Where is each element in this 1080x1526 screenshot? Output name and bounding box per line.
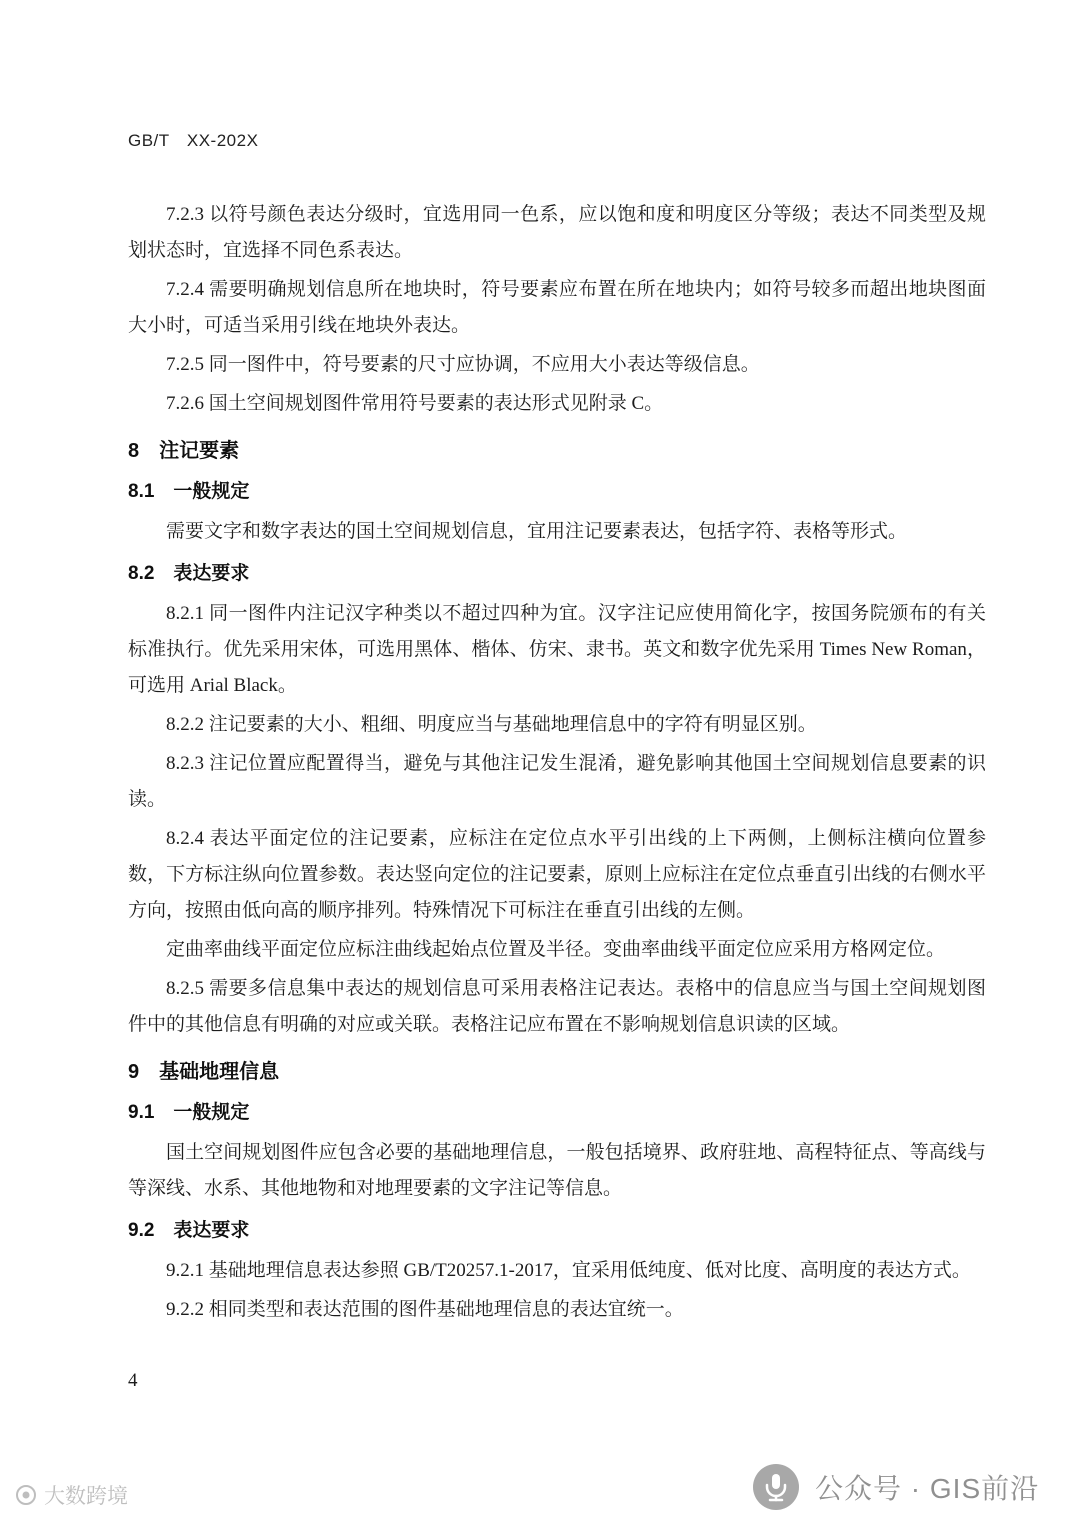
clause-8-2-2: 8.2.2 注记要素的大小、粗细、明度应当与基础地理信息中的字符有明显区别。 [166,714,817,735]
section-8-2-heading: 8.2 表达要求 [128,563,250,584]
watermark-text: 大数跨境 [44,1485,128,1508]
clause-8-2-5: 8.2.5 需要多信息集中表达的规划信息可采用表格注记表达。表格中的信息应当与国土空间规划图件中的其他信息有明确的对应或关联。表格注记应布置在不影响规划信息识读的区域。 [128,978,986,1035]
watermark [14,1480,128,1510]
clause-7-2-4: 7.2.4 需要明确规划信息所在地块时，符号要素应布置在所在地块内；如符号较多而超出地块图面大小时，可适当采用引线在地块外表达。 [128,279,986,336]
clause-9-2-1: 9.2.1 基础地理信息表达参照 GB/T20257.1-2017，宜采用低纯度、低对比度、高明度的表达方式。 [166,1260,971,1281]
standard-code: GB/T XX-202X [128,131,259,150]
watermark-logo-icon [14,1483,38,1507]
clause-9-2-2: 9.2.2 相同类型和表达范围的图件基础地理信息的表达宜统一。 [166,1299,684,1320]
clause-8-1-text: 需要文字和数字表达的国土空间规划信息，宜用注记要素表达，包括字符、表格等形式。 [166,521,908,542]
section-9-heading: 9 基础地理信息 [128,1061,280,1083]
page-number: 4 [128,1370,138,1391]
section-8-heading: 8 注记要素 [128,440,240,462]
clause-7-2-5: 7.2.5 同一图件中，符号要素的尺寸应协调，不应用大小表达等级信息。 [166,354,760,375]
clause-7-2-6: 7.2.6 国土空间规划图件常用符号要素的表达形式见附录 C。 [166,393,664,414]
wechat-account-badge [753,1464,1039,1510]
section-8-1-heading: 8.1 一般规定 [128,481,250,502]
clause-8-2-4: 8.2.4 表达平面定位的注记要素，应标注在定位点水平引出线的上下两侧，上侧标注横向位置参数，下方标注纵向位置参数。表达竖向定位的注记要素，原则上应标注在定位点垂直引出线的右侧水平方向，按照由低向高的顺序排列。特殊情况下可标注在垂直引出线的左侧。 [128,828,986,921]
clause-8-2-4-continued: 定曲率曲线平面定位应标注曲线起始点位置及半径。变曲率曲线平面定位应采用方格网定位。 [166,939,946,960]
clause-9-1-text: 国土空间规划图件应包含必要的基础地理信息，一般包括境界、政府驻地、高程特征点、等高线与等深线、水系、其他地物和对地理要素的文字注记等信息。 [128,1142,986,1199]
section-9-1-heading: 9.1 一般规定 [128,1102,250,1123]
microphone-icon [753,1464,799,1510]
clause-8-2-1: 8.2.1 同一图件内注记汉字种类以不超过四种为宜。汉字注记应使用简化字，按国务院颁布的有关标准执行。优先采用宋体，可选用黑体、楷体、仿宋、隶书。英文和数字优先采用 Times New Roman，可选用 Arial Black。 [128,603,986,696]
clause-8-2-3: 8.2.3 注记位置应配置得当，避免与其他注记发生混淆，避免影响其他国土空间规划信息要素的识读。 [128,753,986,810]
document-page [128,126,986,1331]
clause-7-2-3: 7.2.3 以符号颜色表达分级时，宜选用同一色系，应以饱和度和明度区分等级；表达不同类型及规划状态时，宜选择不同色系表达。 [128,204,986,261]
account-name: 公众号 · GIS前沿 [815,1473,1040,1504]
section-9-2-heading: 9.2 表达要求 [128,1220,250,1241]
